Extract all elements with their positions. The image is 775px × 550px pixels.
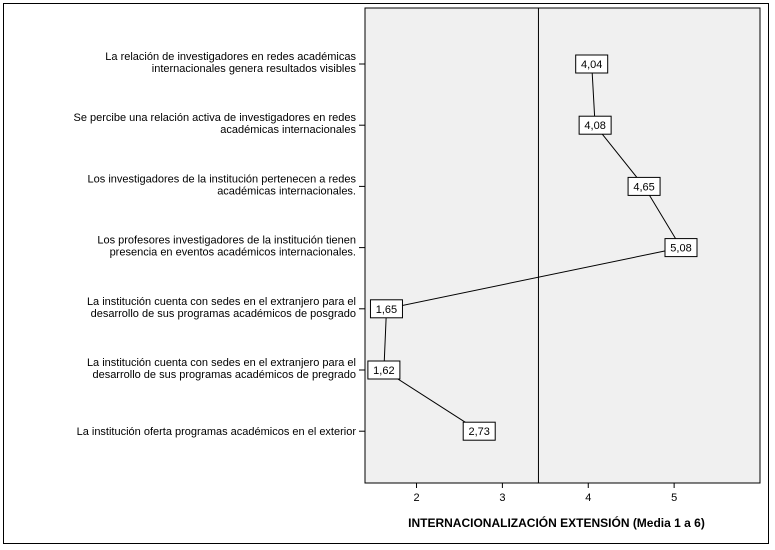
category-label: Los profesores investigadores de la institución tienen [97, 234, 356, 247]
category-label: Los investigadores de la institución pertenecen a redes [87, 173, 356, 186]
category-label: académicas internacionales. [217, 185, 356, 198]
category-label: presencia en eventos académicos internacionales. [109, 246, 356, 259]
category-label: La institución cuenta con sedes en el extranjero para el [86, 357, 356, 369]
x-axis-label: INTERNACIONALIZACIÓN EXTENSIÓN (Media 1 a 6) [408, 516, 705, 530]
category-label: desarrollo de sus programas académicos de posgrado [90, 307, 356, 320]
category-label: La institución oferta programas académicos en el exterior [76, 426, 356, 439]
x-tick-label: 3 [499, 492, 506, 504]
data-label: 4,04 [580, 59, 603, 71]
category-label: internacionales genera resultados visibles [151, 63, 356, 75]
data-label: 4,08 [584, 120, 606, 133]
category-label: desarrollo de sus programas académicos de pregrado [92, 369, 356, 381]
data-label: 2,73 [468, 426, 490, 439]
x-tick-label: 5 [671, 492, 678, 504]
category-label: académicas internacionales [220, 124, 356, 137]
category-label: La relación de investigadores en redes académicas [105, 51, 356, 63]
category-label: Se percibe una relación activa de investigadores en redes [73, 112, 356, 125]
plot-area [365, 8, 760, 483]
data-label: 1,62 [373, 365, 395, 377]
data-label: 1,65 [375, 303, 398, 316]
x-tick-label: 2 [413, 492, 420, 504]
x-tick-label: 4 [585, 492, 592, 504]
category-label: La institución cuenta con sedes en el extranjero para el [86, 295, 356, 308]
data-label: 4,65 [633, 181, 655, 194]
data-label: 5,08 [670, 242, 692, 255]
